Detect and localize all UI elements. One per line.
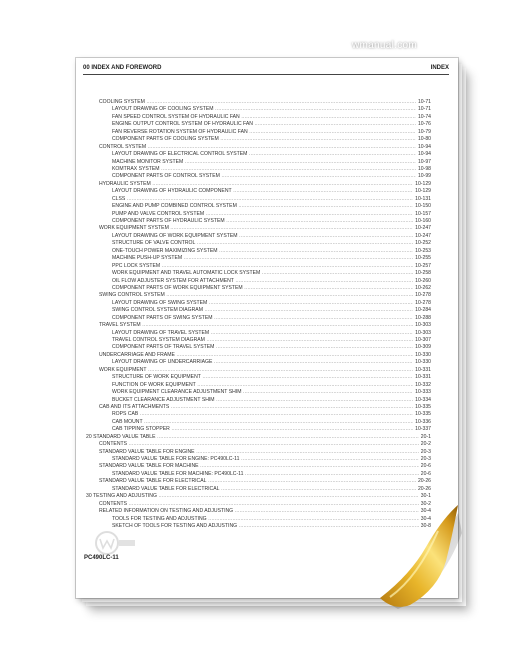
toc-entry-page: 10-247 — [415, 232, 431, 239]
toc-entry-title: COOLING SYSTEM ..... — [99, 99, 431, 106]
toc-entry-page: 30-2 — [420, 500, 431, 507]
toc-entry — [86, 181, 431, 188]
toc-entry-page: 10-332 — [415, 381, 431, 388]
toc-entry-title: LAYOUT DRAWING OF ELECTRICAL CONTROL SYSTEM ..... — [112, 151, 431, 158]
toc-entry — [86, 367, 431, 374]
toc-entry-title: CONTENTS ..... — [99, 441, 431, 448]
toc-entry-title: RELATED INFORMATION ON TESTING AND ADJUSTING ..... — [99, 508, 431, 515]
toc-entry — [86, 121, 431, 128]
toc-entry — [86, 151, 431, 158]
toc-entry-page: 10-335 — [415, 403, 431, 410]
toc-entry — [86, 397, 431, 404]
toc-entry-title: TOOLS FOR TESTING AND ADJUSTING ..... — [112, 516, 431, 523]
toc-entry-page: 10-303 — [415, 329, 431, 336]
toc-entry — [86, 285, 431, 292]
toc-entry — [86, 471, 431, 478]
toc-entry-page: 10-94 — [417, 151, 431, 158]
toc-entry-page: 10-80 — [417, 136, 431, 143]
toc-entry — [86, 411, 431, 418]
toc-entry — [86, 144, 431, 151]
toc-entry-page: 10-129 — [415, 188, 431, 195]
toc-entry-page: 10-160 — [415, 218, 431, 224]
toc-entry-page: 10-258 — [415, 270, 431, 277]
toc-entry-page: 10-79 — [417, 128, 431, 135]
toc-entry — [86, 233, 431, 240]
toc-entry-page: 30-8 — [420, 522, 431, 529]
toc-entry — [86, 270, 431, 277]
toc-entry-title: LAYOUT DRAWING OF WORK EQUIPMENT SYSTEM ..... — [112, 233, 431, 240]
toc-entry-page: 10-71 — [417, 99, 431, 105]
watermark: wmanual.com — [352, 40, 417, 51]
toc-entry — [86, 337, 431, 344]
toc-entry — [86, 255, 431, 262]
toc-entry — [86, 292, 431, 299]
toc-entry-page: 10-257 — [415, 262, 431, 269]
toc-entry — [86, 344, 431, 351]
toc-entry-page: 20-26 — [417, 478, 431, 485]
toc-entry-page: 10-331 — [415, 366, 431, 373]
toc-entry — [86, 106, 431, 113]
toc-entry — [86, 486, 431, 493]
toc-entry-title: OIL FLOW ADJUSTER SYSTEM FOR ATTACHMENT ..... — [112, 278, 431, 285]
toc-entry — [86, 434, 431, 441]
toc-entry-title: LAYOUT DRAWING OF HYDRAULIC COMPONENT ..... — [112, 188, 431, 195]
toc-entry-title: WORK EQUIPMENT CLEARANCE ADJUSTMENT SHIM ..... — [112, 389, 431, 396]
toc-entry-title: COMPONENT PARTS OF COOLING SYSTEM ..... — [112, 136, 431, 143]
toc-entry-page: 10-284 — [415, 307, 431, 314]
toc-entry — [86, 99, 431, 106]
toc-entry-page: 10-247 — [415, 225, 431, 232]
toc-entry-page: 10-330 — [415, 359, 431, 366]
toc-entry-page: 20-6 — [420, 470, 431, 477]
toc-entry-page: 10-307 — [415, 337, 431, 343]
toc-entry-title: BUCKET CLEARANCE ADJUSTMENT SHIM ..... — [112, 397, 431, 404]
header-section-title: 00 INDEX AND FOREWORD — [83, 65, 162, 71]
toc-entry — [86, 129, 431, 136]
toc-entry-title: CAB AND ITS ATTACHMENTS ..... — [99, 404, 431, 411]
table-of-contents — [86, 99, 431, 530]
toc-entry-page: 10-334 — [415, 396, 431, 403]
toc-entry-page: 10-253 — [415, 247, 431, 254]
toc-entry — [86, 136, 431, 143]
toc-entry-title: WORK EQUIPMENT SYSTEM ..... — [99, 225, 431, 232]
toc-entry-page: 10-131 — [415, 195, 431, 202]
toc-entry-title: STANDARD VALUE TABLE FOR ENGINE: PC490LC-11 ..... — [112, 456, 431, 463]
toc-entry — [86, 307, 431, 314]
toc-entry-page: 20-26 — [417, 485, 431, 492]
toc-entry-title: CLSS ..... — [112, 196, 431, 203]
toc-entry — [86, 374, 431, 381]
toc-entry — [86, 493, 431, 500]
toc-entry-title: LAYOUT DRAWING OF TRAVEL SYSTEM ..... — [112, 330, 431, 337]
toc-entry-title: ONE-TOUCH POWER MAXIMIZING SYSTEM ..... — [112, 248, 431, 255]
toc-entry-page: 10-97 — [417, 158, 431, 165]
toc-entry-title: 20 STANDARD VALUE TABLE ..... — [86, 434, 431, 441]
toc-entry — [86, 218, 431, 225]
toc-entry-title: ROPS CAB ..... — [112, 411, 431, 418]
toc-entry-title: SKETCH OF TOOLS FOR TESTING AND ADJUSTING ..... — [112, 523, 431, 530]
toc-entry — [86, 173, 431, 180]
toc-entry — [86, 196, 431, 203]
toc-entry — [86, 211, 431, 218]
footer-model-number: PC490LC-11 — [84, 555, 119, 561]
toc-entry-title: COMPONENT PARTS OF WORK EQUIPMENT SYSTEM ..... — [112, 285, 431, 292]
toc-entry-page: 10-76 — [417, 121, 431, 128]
toc-entry-title: SWING CONTROL SYSTEM DIAGRAM ..... — [112, 307, 431, 314]
toc-entry-title: PPC LOCK SYSTEM ..... — [112, 263, 431, 270]
toc-entry-page: 10-278 — [415, 299, 431, 306]
toc-entry-page: 10-98 — [417, 165, 431, 172]
toc-entry-title: CAB TIPPING STOPPER ..... — [112, 426, 431, 433]
toc-entry-page: 20-2 — [420, 441, 431, 448]
toc-entry — [86, 441, 431, 448]
toc-entry — [86, 166, 431, 173]
toc-entry — [86, 263, 431, 270]
toc-entry — [86, 456, 431, 463]
toc-entry — [86, 449, 431, 456]
toc-entry-title: STANDARD VALUE TABLE FOR MACHINE ..... — [99, 463, 431, 470]
toc-entry-title: LAYOUT DRAWING OF COOLING SYSTEM ..... — [112, 106, 431, 113]
toc-entry-page: 20-3 — [420, 456, 431, 462]
toc-entry-page: 10-303 — [415, 322, 431, 329]
toc-entry — [86, 404, 431, 411]
toc-entry-page: 30-1 — [420, 493, 431, 500]
toc-entry — [86, 114, 431, 121]
toc-entry — [86, 382, 431, 389]
header-divider — [83, 74, 449, 75]
toc-entry-title: MACHINE MONITOR SYSTEM ..... — [112, 159, 431, 166]
toc-entry-title: STANDARD VALUE TABLE FOR ELECTRICAL ..... — [99, 478, 431, 485]
toc-entry — [86, 352, 431, 359]
toc-entry-page: 10-337 — [415, 426, 431, 433]
toc-entry-page: 10-150 — [415, 203, 431, 210]
toc-entry-title: COMPONENT PARTS OF TRAVEL SYSTEM ..... — [112, 344, 431, 351]
toc-entry-title: PUMP AND VALVE CONTROL SYSTEM ..... — [112, 211, 431, 218]
toc-entry-page: 10-262 — [415, 284, 431, 291]
toc-entry — [86, 419, 431, 426]
toc-entry-title: COMPONENT PARTS OF HYDRAULIC SYSTEM ..... — [112, 218, 431, 225]
toc-entry-page: 20-3 — [420, 448, 431, 455]
toc-entry — [86, 315, 431, 322]
toc-entry-title: MACHINE PUSH-UP SYSTEM ..... — [112, 255, 431, 262]
toc-entry-page: 30-4 — [420, 515, 431, 522]
toc-entry-title: FAN REVERSE ROTATION SYSTEM OF HYDRAULIC FAN ..... — [112, 129, 431, 136]
toc-entry-title: FUNCTION OF WORK EQUIPMENT ..... — [112, 382, 431, 389]
toc-entry-title: WORK EQUIPMENT ..... — [99, 367, 431, 374]
toc-entry-page: 10-309 — [415, 344, 431, 351]
toc-entry — [86, 426, 431, 433]
page-curl-icon — [380, 505, 462, 615]
toc-entry-title: HYDRAULIC SYSTEM ..... — [99, 181, 431, 188]
toc-entry — [86, 159, 431, 166]
toc-entry-page: 10-336 — [415, 418, 431, 425]
toc-entry-title: ENGINE OUTPUT CONTROL SYSTEM OF HYDRAULIC FAN ..... — [112, 121, 431, 128]
toc-entry-title: STRUCTURE OF WORK EQUIPMENT ..... — [112, 374, 431, 381]
toc-entry-title: STANDARD VALUE TABLE FOR ELECTRICAL ..... — [112, 486, 431, 493]
toc-entry-title: STRUCTURE OF VALVE CONTROL ..... — [112, 240, 431, 247]
toc-entry-title: ENGINE AND PUMP COMBINED CONTROL SYSTEM ..... — [112, 203, 431, 210]
toc-entry — [86, 463, 431, 470]
toc-entry-page: 10-252 — [415, 240, 431, 247]
toc-entry-page: 10-255 — [415, 255, 431, 262]
toc-entry-title: COMPONENT PARTS OF SWING SYSTEM ..... — [112, 315, 431, 322]
toc-entry — [86, 478, 431, 485]
toc-entry-page: 10-99 — [417, 173, 431, 180]
toc-entry-title: SWING CONTROL SYSTEM ..... — [99, 292, 431, 299]
toc-entry-page: 10-335 — [415, 411, 431, 418]
toc-entry-page: 10-288 — [415, 314, 431, 321]
toc-entry-page: 10-129 — [415, 180, 431, 187]
toc-entry-page: 10-157 — [415, 210, 431, 217]
toc-entry-page: 10-278 — [415, 292, 431, 299]
toc-entry-title: KOMTRAX SYSTEM ..... — [112, 166, 431, 173]
toc-entry-page: 30-4 — [420, 508, 431, 515]
toc-entry-page: 20-1 — [420, 433, 431, 440]
toc-entry-title: LAYOUT DRAWING OF UNDERCARRIAGE ..... — [112, 359, 431, 366]
toc-entry-title: 30 TESTING AND ADJUSTING ..... — [86, 493, 431, 500]
toc-entry-page: 10-331 — [415, 374, 431, 381]
toc-entry-title: STANDARD VALUE TABLE FOR MACHINE: PC490LC-11 ..... — [112, 471, 431, 478]
toc-entry-page: 10-330 — [415, 351, 431, 358]
toc-entry — [86, 330, 431, 337]
toc-entry-title: UNDERCARRIAGE AND FRAME ..... — [99, 352, 431, 359]
toc-entry — [86, 240, 431, 247]
toc-entry-title: COMPONENT PARTS OF CONTROL SYSTEM ..... — [112, 173, 431, 180]
toc-entry — [86, 278, 431, 285]
toc-entry-page: 10-94 — [417, 143, 431, 150]
toc-entry — [86, 359, 431, 366]
toc-entry-title: WORK EQUIPMENT AND TRAVEL AUTOMATIC LOCK SYSTEM ..... — [112, 270, 431, 277]
toc-entry — [86, 248, 431, 255]
toc-entry-page: 10-333 — [415, 389, 431, 396]
toc-entry — [86, 389, 431, 396]
toc-entry-title: CONTROL SYSTEM ..... — [99, 144, 431, 151]
toc-entry-page: 10-74 — [417, 113, 431, 120]
toc-entry-title: LAYOUT DRAWING OF SWING SYSTEM ..... — [112, 300, 431, 307]
toc-entry-title: FAN SPEED CONTROL SYSTEM OF HYDRAULIC FAN ..... — [112, 114, 431, 121]
toc-entry-page: 10-71 — [417, 106, 431, 113]
toc-entry-title: TRAVEL CONTROL SYSTEM DIAGRAM ..... — [112, 337, 431, 344]
toc-entry — [86, 300, 431, 307]
toc-entry-title: TRAVEL SYSTEM ..... — [99, 322, 431, 329]
toc-entry — [86, 322, 431, 329]
toc-entry — [86, 188, 431, 195]
toc-entry — [86, 203, 431, 210]
toc-entry-title: CONTENTS ..... — [99, 501, 431, 508]
header-index-label: INDEX — [430, 65, 449, 71]
publisher-logo-icon — [94, 530, 136, 556]
toc-entry-page: 10-260 — [415, 277, 431, 284]
toc-entry-page: 20-6 — [420, 463, 431, 470]
toc-entry-title: STANDARD VALUE TABLE FOR ENGINE ..... — [99, 449, 431, 456]
toc-entry-title: CAB MOUNT ..... — [112, 419, 431, 426]
toc-entry — [86, 225, 431, 232]
